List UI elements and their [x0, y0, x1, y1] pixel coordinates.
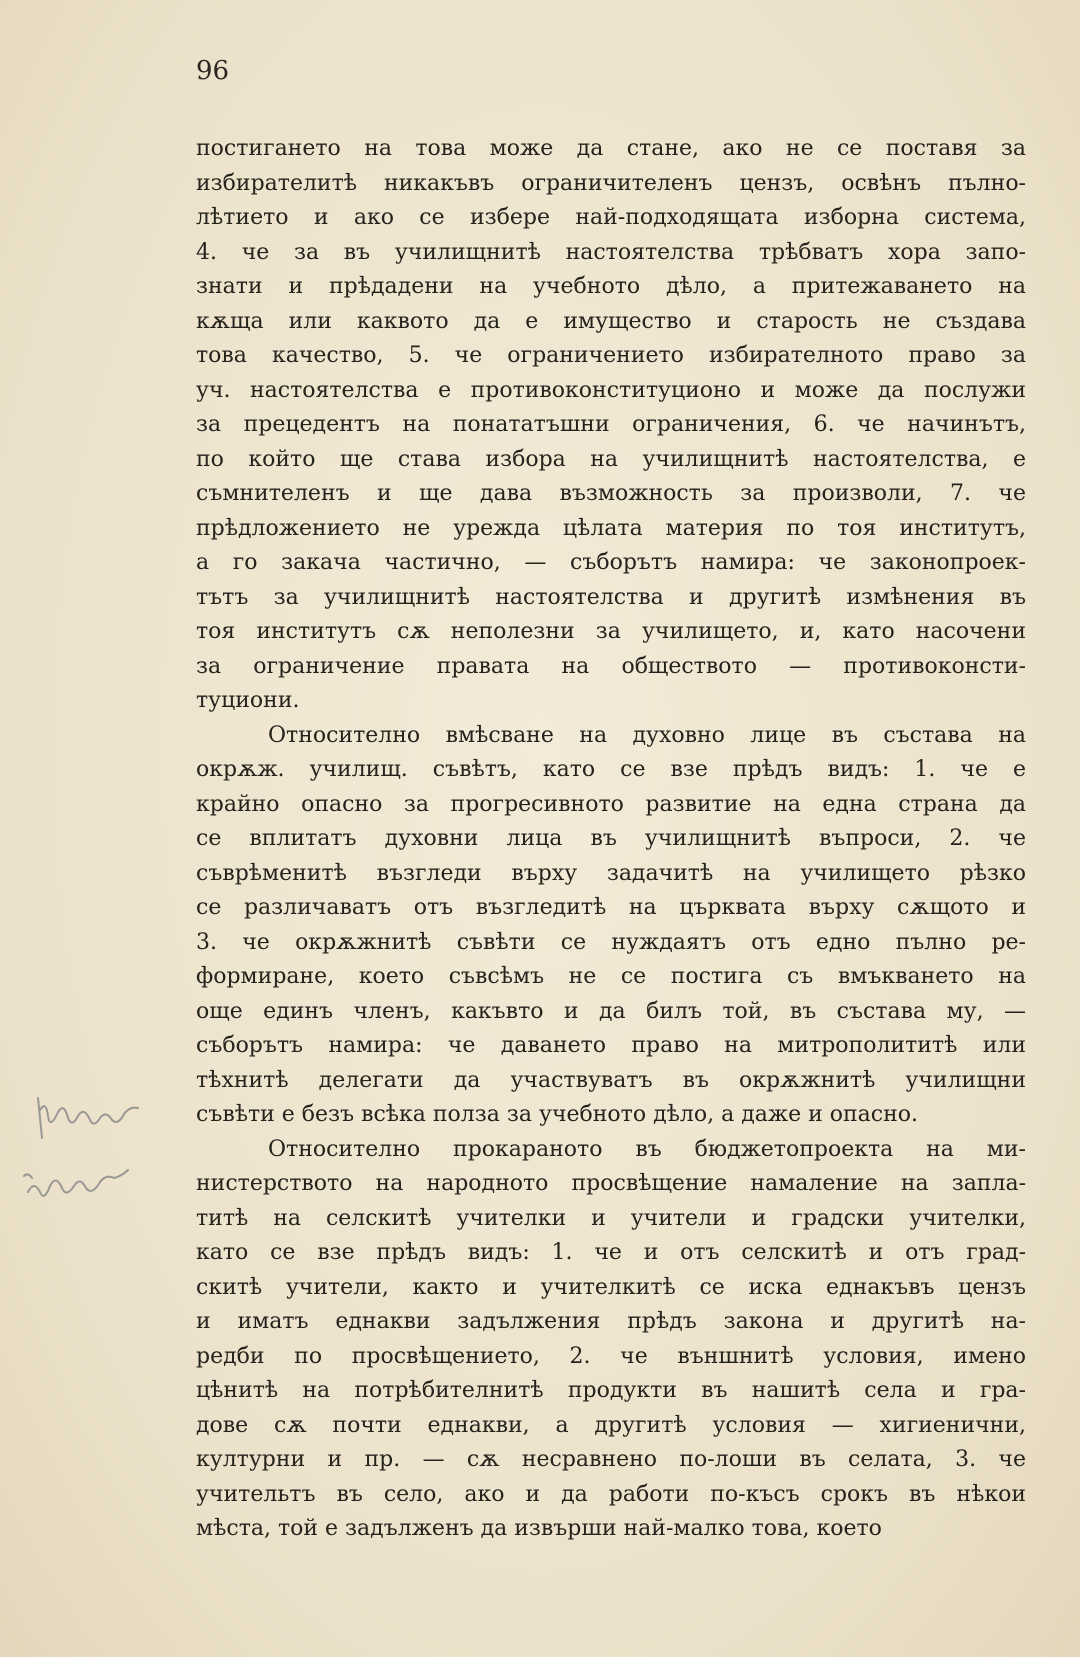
text-line: крайно опасно за прогресивното развитие на една страна да [196, 791, 1026, 817]
text-line: съвѣти е безъ всѣка полза за учебното дѣло, а даже и опасно. [196, 1102, 919, 1127]
text-line: по който ще става избора на училищнитѣ настоятелства, е [196, 446, 1026, 472]
text-line: постигането на това може да стане, ако не се поставя за [196, 136, 1026, 161]
text-line: 4. че за въ училищнитѣ настоятелства трѣбватъ хора запо- [196, 239, 1026, 265]
text-line: дове сѫ почти еднакви, а другитѣ условия — хигиенични, [196, 1412, 1026, 1438]
text-line: мѣста, той е задълженъ да извърши най-малко това, което [196, 1516, 882, 1541]
text-line: Относително вмѣсване на духовно лице въ състава на [268, 722, 1026, 748]
text-line: учительтъ въ село, ако и да работи по-късъ срокъ въ нѣкои [196, 1481, 1026, 1507]
handwritten-margin-note [18, 1080, 178, 1240]
text-line: избирателитѣ никакъвъ ограничителенъ цензъ, освѣнъ пълно- [196, 170, 1026, 196]
text-line: уч. настоятелства е противоконституционо и може да послужи [196, 377, 1026, 403]
text-line: титѣ на селскитѣ учителки и учители и градски учителки, [196, 1205, 1026, 1231]
text-line: съврѣменитѣ възгледи върху задачитѣ на училището рѣзко [196, 860, 1026, 886]
text-line: се вплитатъ духовни лица въ училищнитѣ въпроси, 2. че [196, 826, 1026, 851]
text-line: тътъ за училищнитѣ настоятелства и другитѣ измѣнения въ [196, 584, 1026, 610]
text-line: като се взе прѣдъ видъ: 1. че и отъ селскитѣ и отъ град- [196, 1240, 1026, 1265]
text-line: съборътъ намира: че даването право на митрополититѣ или [196, 1033, 1026, 1058]
text-line: прѣдложението не урежда цѣлата материя по тоя институтъ, [196, 515, 1026, 541]
text-line: формиране, което съвсѣмъ не се постига съ вмъкването на [196, 964, 1026, 989]
text-line: редби по просвѣщението, 2. че външнитѣ условия, имено [196, 1343, 1026, 1369]
text-line: за ограничение правата на обществото — противоконсти- [196, 653, 1026, 679]
text-line: туциони. [196, 688, 300, 713]
text-line: още единъ членъ, какъвто и да билъ той, въ състава му, — [196, 998, 1026, 1024]
text-line: и иматъ еднакви задължения прѣдъ закона и другитѣ на- [196, 1309, 1026, 1334]
text-line: а го закача частично, — съборътъ намира: че законопроек- [196, 550, 1026, 575]
text-line: това качество, 5. че ограничението избирателното право за [196, 343, 1026, 368]
text-line: нистерството на народното просвѣщение намаление на запла- [196, 1171, 1026, 1196]
body-text [196, 132, 1026, 1547]
text-line: цѣнитѣ на потрѣбителнитѣ продукти въ нашитѣ села и гра- [196, 1378, 1026, 1403]
text-line: съмнителенъ и ще дава възможность за произволи, 7. че [196, 481, 1026, 506]
text-line: лѣтието и ако се избере най-подходящата изборна система, [196, 205, 1026, 230]
text-line: тоя институтъ сѫ неполезни за училището, и, като насочени [196, 619, 1026, 644]
page-number: 96 [196, 56, 230, 86]
text-line: знати и прѣдадени на учебното дѣло, а притежаването на [196, 274, 1026, 299]
text-line: Относително прокараното въ бюджетопроекта на ми- [268, 1136, 1026, 1162]
text-line: кѫща или каквото да е имущество и старость не създава [196, 308, 1026, 334]
text-line: културни и пр. — сѫ несравнено по-лоши въ селата, 3. че [196, 1447, 1026, 1472]
text-line: скитѣ учители, както и учителкитѣ се иска еднакъвъ цензъ [196, 1274, 1026, 1300]
text-line: се различаватъ отъ възгледитѣ на църквата върху сѫщото и [196, 895, 1026, 920]
text-line: окрѫж. училищ. съвѣтъ, като се взе прѣдъ видъ: 1. че е [196, 757, 1026, 782]
text-line: тѣхнитѣ делегати да участвуватъ въ окрѫжнитѣ училищни [196, 1067, 1026, 1093]
text-line: за прецедентъ на понататъшни ограничения, 6. че начинътъ, [196, 412, 1026, 437]
text-line: 3. че окрѫжнитѣ съвѣти се нуждаятъ отъ едно пълно ре- [196, 929, 1026, 955]
